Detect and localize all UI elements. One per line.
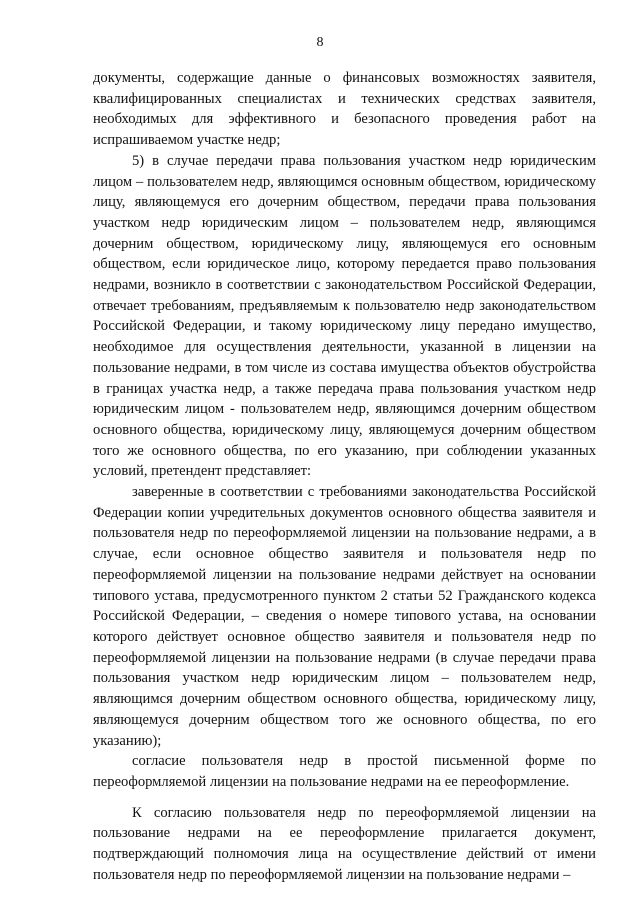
paragraph-certified-copies: заверенные в соответствии с требованиями законодательства Российской Федерации копии учредительных документов основного общества заявителя и пользователя недр по переоформляемой лицензии на пользование недрами, а в случае, если основное общество заявителя и пользователя недр по переоформляемой лицензии на пользование недрами действует на основании типового устава, предусмотренного пунктом 2 статьи 52 Гражданского кодекса Российской Федерации, – сведения о номере типового устава, на основании которого действует основное общество заявителя и пользователя недр по переоформляемой лицензии на пользование недрами (в случае передачи права пользования участком недр юридическим лицом – пользователем недр, являющимся дочерним обществом основного общества, юридическому лицу, являющемуся дочерним обществом того же основного общества, по его указанию); [93,484,596,749]
paragraph-consent-attachment: К согласию пользователя недр по переоформляемой лицензии на пользование недрами на ее переоформление прилагается документ, подтверждающий полномочия лица на осуществление действий от имени пользователя недр по переоформляемой лицензии на пользование недрами – [93,804,596,883]
paragraph-user-consent: согласие пользователя недр в простой письменной форме по переоформляемой лицензии на пользование недрами на ее переоформление. [93,753,596,790]
paragraph-documents-continuation: документы, содержащие данные о финансовых возможностях заявителя, квалифицированных специалистах и технических средствах заявителя, необходимых для эффективного и безопасного проведения работ на испрашиваемом участке недр; [93,70,596,149]
page-number: 8 [316,35,324,50]
paragraph-item-5: 5) в случае передачи права пользования участком недр юридическим лицом – пользователем недр, являющимся основным обществом, юридическому лицу, являющемуся его дочерним обществом, передачи права пользования участком недр юридическим лицом – пользователем недр, являющимся дочерним обществом, юридическому лицу, являющемуся его основным обществом, если юридическое лицо, которому передается право пользования недрами, возникло в соответствии с законодательством Российской Федерации, отвечает требованиям, предъявляемым к пользователю недр законодательством Российской Федерации, и такому юридическому лицу передано имущество, необходимое для осуществления деятельности, указанной в лицензии на пользование недрами, в том числе из состава имущества объектов обустройства в границах участка недр, а также передача права пользования участком недр юридическим лицом - пользователем недр, являющимся дочерним обществом основного общества, юридическому лицу, являющемуся дочерним обществом того же основного общества, по его указанию, при соблюдении указанных условий, претендент представляет: [93,152,596,480]
document-body [93,68,596,885]
